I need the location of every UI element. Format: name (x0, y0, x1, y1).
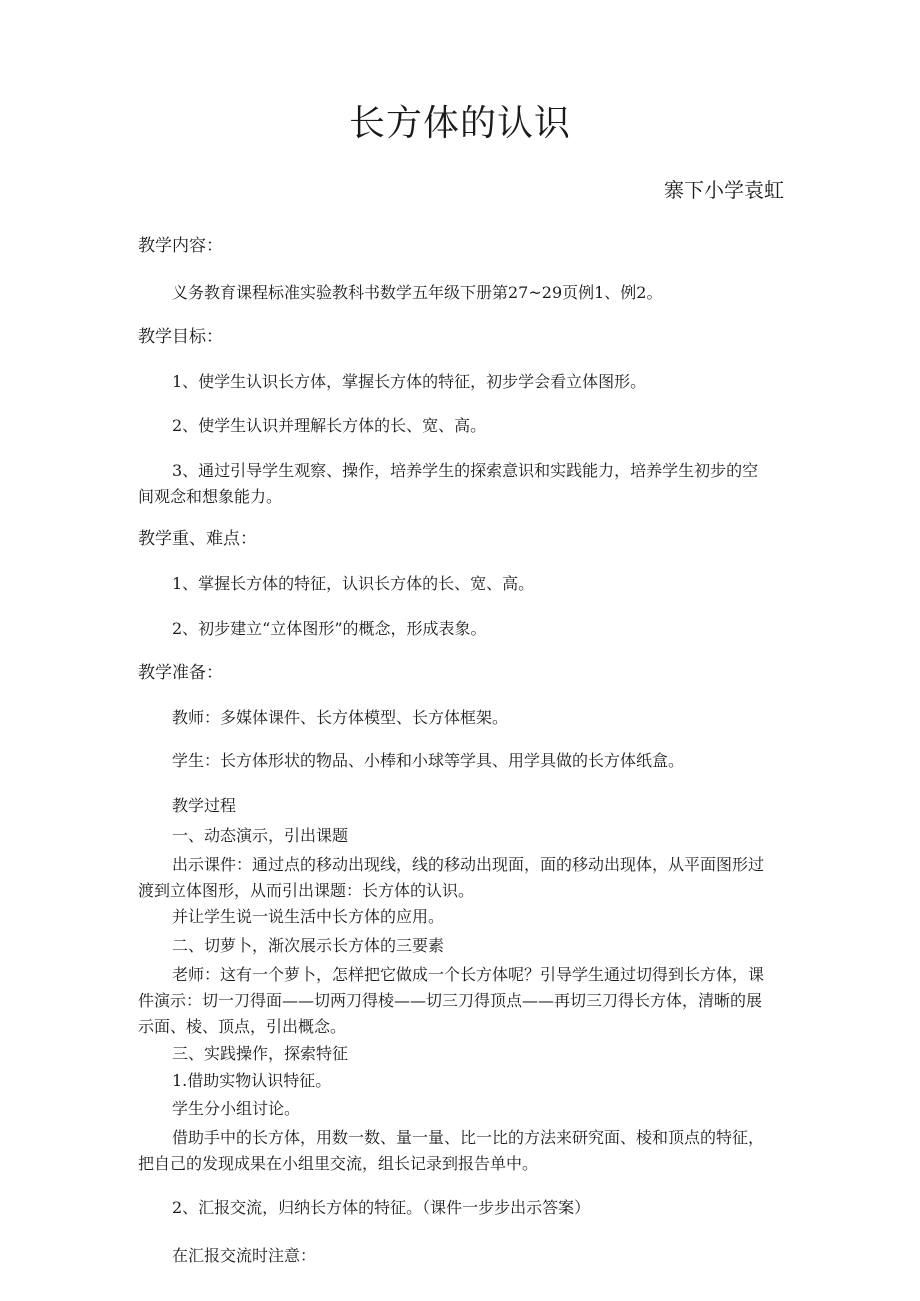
process-paragraph: 在汇报交流时注意： (172, 1246, 317, 1265)
process-paragraph: 借助手中的长方体，用数一数、量一量、比一比的方法来研究面、棱和顶点的特征，把自己的发现成果在小组里交流，组长记录到报告单中。 (138, 1128, 765, 1173)
process-section-title: 一、动态演示，引出课题 (172, 826, 349, 845)
process-paragraph: 学生分小组讨论。 (172, 1099, 301, 1118)
goal-item: 3、通过引导学生观察、操作，培养学生的探索意识和实践能力，培养学生初步的空间观念和想象能力。 (138, 461, 759, 506)
process-paragraph: 出示课件：通过点的移动出现线，线的移动出现面，面的移动出现体，从平面图形过渡到立体图形，从而引出课题：长方体的认识。 (138, 855, 765, 900)
goal-item: 2、使学生认识并理解长方体的长、宽、高。 (172, 416, 487, 435)
process-paragraph: 老师：这有一个萝卜，怎样把它做成一个长方体呢？引导学生通过切得到长方体，课件演示：切一刀得面——切两刀得棱——切三刀得顶点——再切三刀得长方体，清晰的展示面、棱、顶点，引出概念。 (138, 965, 765, 1036)
page-title: 长方体的认识 (348, 103, 571, 144)
process-heading: 教学过程 (172, 796, 237, 815)
process-paragraph: 1.借助实物认识特征。 (172, 1071, 332, 1090)
key-point-item: 1、掌握长方体的特征，认识长方体的长、宽、高。 (172, 574, 535, 593)
section-heading-goals: 教学目标： (138, 327, 223, 347)
preparation-student: 学生：长方体形状的物品、小棒和小球等学具、用学具做的长方体纸盒。 (172, 751, 685, 770)
process-paragraph: 2、汇报交流，归纳长方体的特征。（课件一步步出示答案） (172, 1198, 591, 1217)
goal-item: 1、使学生认识长方体，掌握长方体的特征，初步学会看立体图形。 (172, 372, 647, 391)
section-heading-content: 教学内容： (138, 236, 223, 256)
author-line: 寨下小学袁虹 (664, 178, 784, 202)
content-text: 义务教育课程标准实验教科书数学五年级下册第27~29页例1、例2。 (172, 283, 663, 302)
section-heading-key-points: 教学重、难点： (138, 529, 257, 549)
preparation-teacher: 教师：多媒体课件、长方体模型、长方体框架。 (172, 708, 509, 727)
key-point-item: 2、初步建立“立体图形”的概念，形成表象。 (172, 619, 487, 638)
process-section-title: 二、切萝卜，渐次展示长方体的三要素 (172, 936, 445, 955)
process-section-title: 三、实践操作，探索特征 (172, 1044, 349, 1063)
section-heading-preparation: 教学准备： (138, 663, 223, 683)
process-paragraph: 并让学生说一说生活中长方体的应用。 (172, 907, 445, 926)
